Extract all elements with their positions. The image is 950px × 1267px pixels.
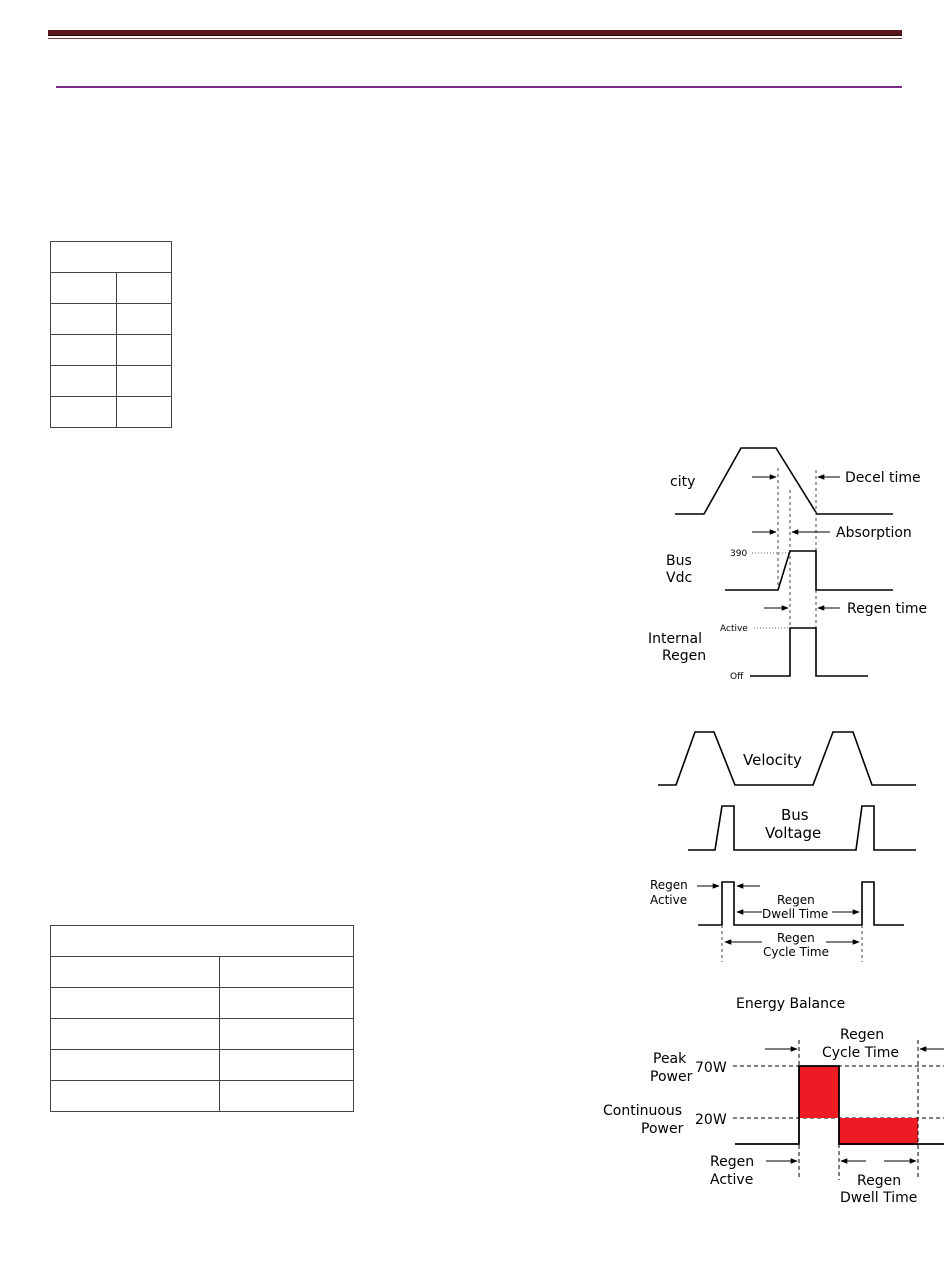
continuous-power-label: Continuous	[603, 1103, 683, 1119]
peak-power-label: Peak	[653, 1051, 687, 1067]
internal-regen-trace	[750, 628, 868, 676]
regen-cycle-diagram	[650, 732, 916, 962]
velocity-label: city	[670, 474, 696, 490]
peak-value-label: 70W	[695, 1060, 727, 1076]
regen-active-label: Regen	[650, 878, 688, 892]
bus-voltage-label: Bus	[781, 806, 809, 824]
bus-level-label: 390	[730, 549, 748, 559]
dwell-time-label: Dwell Time	[762, 907, 829, 921]
energy-balance-title: Energy Balance	[736, 996, 846, 1012]
bus-voltage-label: Voltage	[765, 824, 822, 842]
continuous-power-label: Power	[641, 1121, 684, 1137]
bus-vdc-trace	[725, 551, 893, 590]
cycle-time-label: Cycle Time	[763, 945, 829, 959]
dwell-time-label: Regen	[857, 1173, 902, 1189]
regen-time-label: Regen time	[847, 601, 928, 617]
dwell-energy-fill	[839, 1118, 918, 1145]
cycle-time-label: Regen	[840, 1027, 885, 1043]
decel-time-label: Decel time	[845, 470, 921, 486]
peak-power-label: Power	[650, 1069, 693, 1085]
active-label: Active	[720, 624, 748, 634]
off-label: Off	[730, 672, 744, 682]
internal-regen-label: Regen	[662, 648, 707, 664]
dwell-time-label: Dwell Time	[840, 1190, 918, 1206]
dwell-time-label: Regen	[777, 893, 815, 907]
absorption-label: Absorption	[836, 525, 912, 541]
bus-vdc-label: Vdc	[666, 570, 693, 586]
regen-timing-diagram	[648, 448, 927, 682]
regen-active-label: Active	[650, 893, 688, 907]
velocity-label: Velocity	[743, 751, 802, 769]
continuous-value-label: 20W	[695, 1112, 727, 1128]
peak-energy-fill	[799, 1066, 839, 1118]
internal-regen-label: Internal	[648, 631, 702, 647]
regen-active-label: Active	[710, 1172, 754, 1188]
cycle-time-label: Regen	[777, 931, 815, 945]
energy-balance-diagram	[603, 996, 944, 1206]
bus-vdc-label: Bus	[666, 553, 692, 569]
cycle-time-label: Cycle Time	[822, 1045, 899, 1061]
regen-active-label: Regen	[710, 1154, 755, 1170]
